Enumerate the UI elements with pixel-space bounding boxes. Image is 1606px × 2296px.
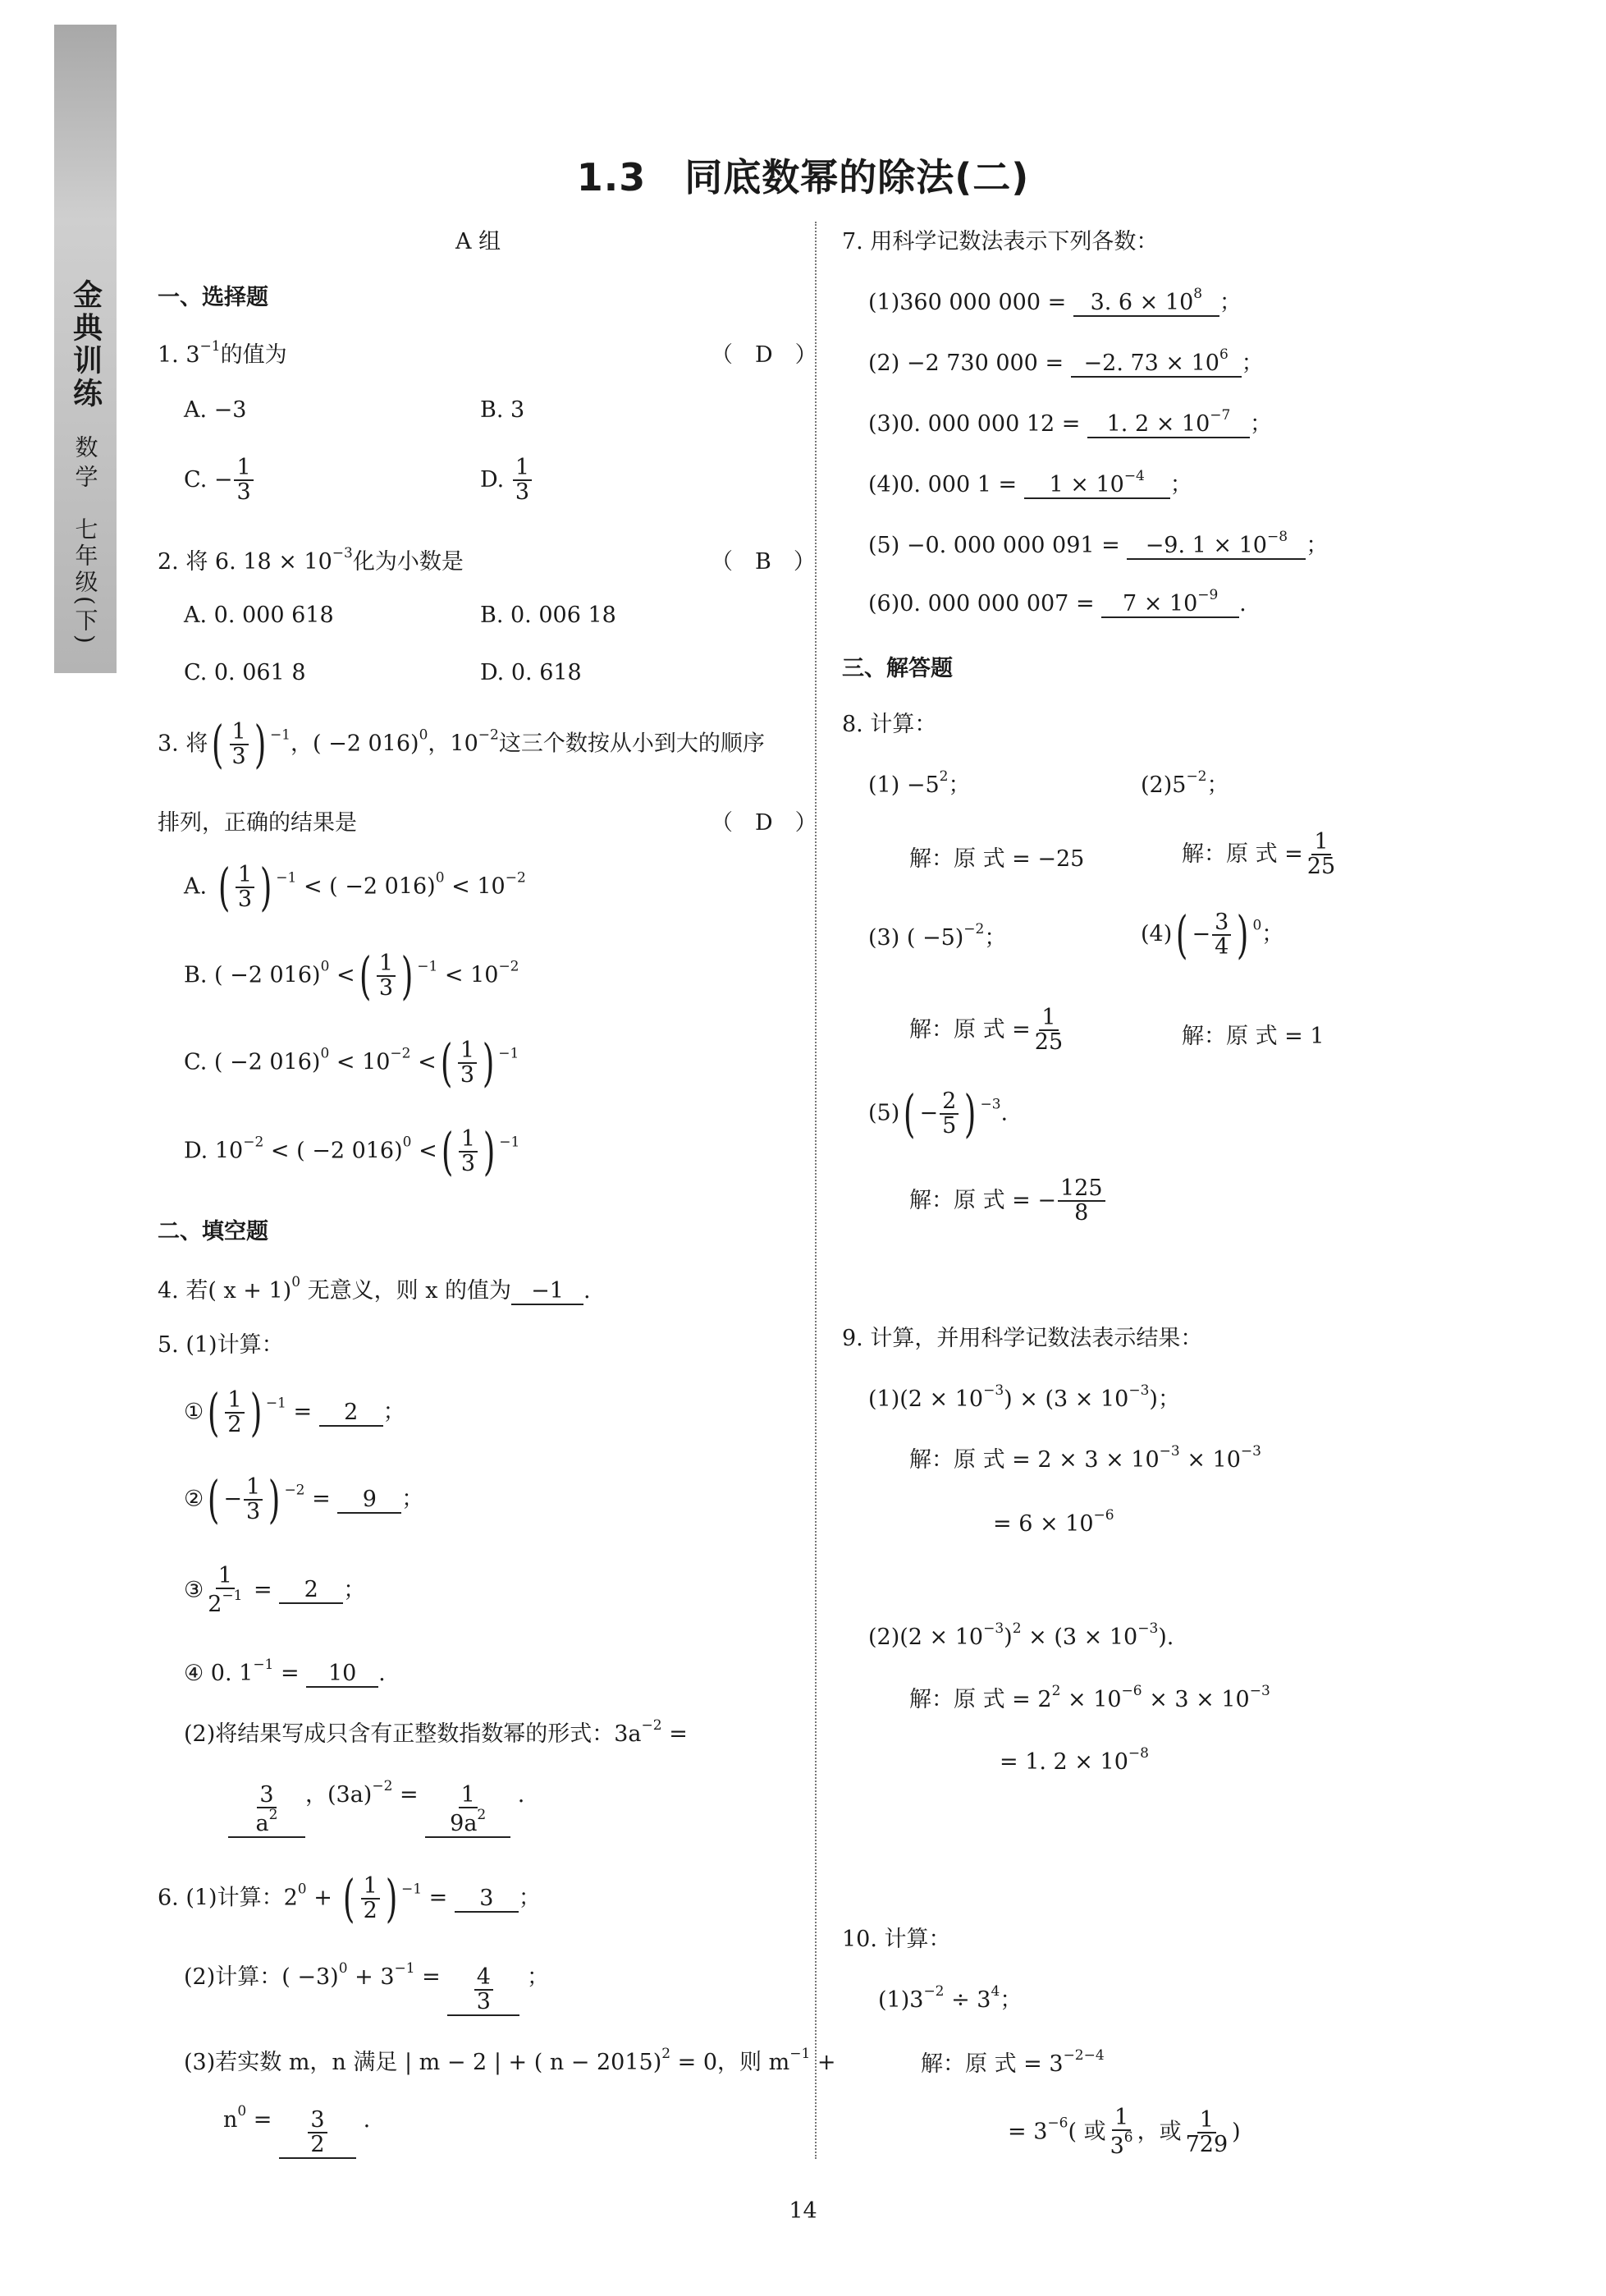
q5-part2: (2)将结果写成只含有正整数指数幂的形式：$3a^{-2}$ = — [184, 1717, 688, 1747]
q8-p4: (4)( − $\frac{3}{4}$ ) $^0$； — [1141, 905, 1284, 965]
q1-stem: 1. $3^{-1}$的值为 — [158, 338, 287, 368]
q8-stem: 8. 计算： — [842, 712, 937, 737]
q1-answer: （ D ） — [711, 342, 817, 368]
page-title: 1.3 同底数幂的除法(二) — [576, 155, 1030, 199]
q2-stem: 2. 将 6. $18 \times 10^{-3}$化为小数是 — [158, 545, 464, 575]
q6-part2: (2)计算：( $-3)^0 + 3^{-1}$ = $\frac{4}{3}$ ； — [184, 1960, 549, 2015]
q10-step1: 解：原 式 = $3^{-2-4}$ — [921, 2047, 1105, 2077]
q8-p2-solution: 解：原 式 = $\frac{1}{25}$ — [1182, 829, 1336, 880]
group-label: A 组 — [455, 229, 501, 254]
q6-part1: 6. (1)计算：$2^0$ + ( $\frac{1}{2}$ ) $^{-1}$ = 3 ； — [158, 1868, 541, 1928]
q3-option-d: D. $10^{-2}$ < ( −2 016)$^0$ <( $\frac{1}{3}$ ) $^{-1}$ — [184, 1121, 520, 1181]
q5-stem: 5. (1)计算： — [158, 1332, 284, 1358]
sidebar-tab — [54, 25, 117, 673]
subject-text: 数学 — [71, 435, 99, 494]
section-fill: 二、填空题 — [158, 1219, 268, 1244]
q2-option-d: D. 0. 618 — [480, 660, 582, 685]
q5-c2: ②( − $\frac{1}{3}$ ) $^{-2}$ = 9 ； — [184, 1469, 424, 1529]
q3-answer: （ D ） — [711, 810, 817, 836]
q9-p2-step2: = 1. $2 \times 10^{-8}$ — [1000, 1745, 1149, 1775]
q5-c1: ①( $\frac{1}{2}$ ) $^{-1}$ = 2 ； — [184, 1382, 405, 1442]
q2-option-c: C. 0. 061 8 — [184, 660, 306, 685]
sidebar-brand — [54, 279, 117, 419]
q7-item-6: (6)0. 000 000 $007 = 7 \times 10^{-9}$ . — [868, 588, 1247, 618]
q2-option-a: A. 0. 000 618 — [184, 603, 334, 628]
q10-step2: = $3^{-6}$( 或 $\frac{1}{3^6}$ ，或 $\frac{1}{729}$ ) — [1008, 2105, 1241, 2160]
q7-stem: 7. 用科学记数法表示下列各数： — [842, 229, 1159, 254]
q10-stem: 10. 计算： — [842, 1927, 951, 1952]
q10-p1: $(1)3^{-2} \div 3^4$； — [878, 1983, 1023, 2013]
q7-item-5: (5) −0. 000 000 091 = −9. $1 \times 10^{-8}$ ； — [868, 527, 1328, 560]
column-divider — [815, 222, 817, 2159]
q2-option-b: B. 0. 006 18 — [480, 603, 616, 628]
section-solve: 三、解答题 — [842, 656, 953, 681]
q8-p2: $(2)5^{-2}$； — [1141, 768, 1229, 798]
q3-option-a: A. ( $\frac{1}{3}$ ) $^{-1}$ < ( −2 $016)^0 < 10^{-2}$ — [184, 857, 526, 917]
sidebar-subject — [54, 435, 117, 501]
q9-stem: 9. 计算，并用科学记数法表示结果： — [842, 1326, 1203, 1351]
q5-c3: ③ $\frac{1}{2^{-1}}$ = 2 ； — [184, 1563, 366, 1618]
q9-p2-step1: 解：原 式 = $2^2 \times 10^{-6} \times 3 \times 10^{-3}$ — [909, 1683, 1270, 1712]
grade-text: 七年级(下) — [71, 517, 99, 647]
q3-option-c: C. ( −2 $016)^0 < 10^{-2}$ <( $\frac{1}{3}$ ) $^{-1}$ — [184, 1033, 519, 1093]
q1-option-d: D. $\frac{1}{3}$ — [480, 456, 533, 505]
q7-item-4: (4)0. 000 $1 = 1 \times 10^{-4}$ ； — [868, 466, 1192, 499]
q5-part2-answers: $\frac{3}{a^2}$ ，$(3a)^{-2}$ = $\frac{1}{9a^2}$ . — [228, 1776, 524, 1838]
q8-p5-solution: 解：原 式 = − $\frac{125}{8}$ — [909, 1177, 1107, 1226]
q8-p5: (5)( − $\frac{2}{5}$ ) $^{-3}$. — [868, 1084, 1009, 1143]
q1-option-c: C. − $\frac{1}{3}$ — [184, 456, 255, 505]
q4: 4. 若( x + 1)$^0$ 无意义，则 x 的值为 −1 . — [158, 1272, 591, 1305]
q8-p3-solution: 解：原 式 = $\frac{1}{25}$ — [909, 1005, 1064, 1056]
q7-item-3: (3)0. 000 000 12 = 1. $2 \times 10^{-7}$ ； — [868, 406, 1272, 438]
page-number: 14 — [789, 2198, 817, 2224]
q8-p1-solution: 解：原 式 = −25 — [909, 846, 1085, 872]
q7-item-1: (1)360 000 000 = 3. $6 \times 10^8$ ； — [868, 284, 1242, 317]
q8-p1: $(1) -5^2$； — [868, 768, 971, 798]
q1-option-b: B. 3 — [480, 397, 525, 423]
q6-part3: (3)若实数 m，n 满足 | m − 2 | + ( n − 2015)$^2$ = 0，则 $m^{-1}$ + — [184, 2046, 836, 2075]
q3-stem-line2: 排列，正确的结果是 — [158, 810, 357, 836]
q5-c4: ④ 0. $1^{-1} = 10$ . — [184, 1657, 386, 1688]
q9-p1: $(1)(2 \times 10^{-3}) \times (3 \times 10^{-3})$； — [868, 1382, 1180, 1412]
q6-part3-answer: $n^0$ = $\frac{3}{2}$ . — [223, 2103, 371, 2158]
q1-option-a: A. −3 — [184, 397, 247, 423]
sidebar-grade — [54, 517, 117, 653]
q8-p4-solution: 解：原 式 = 1 — [1182, 1024, 1325, 1049]
q9-p2: $(2)(2 \times 10^{-3})^2 \times (3 \times 10^{-3})$. — [868, 1620, 1174, 1650]
q2-answer: （ B ） — [711, 549, 816, 575]
q9-p1-step2: = $6 \times 10^{-6}$ — [993, 1507, 1114, 1537]
q3-option-b: B. ( −2 016)$^0$ <( $\frac{1}{3}$ ) $^{-1} < 10^{-2}$ — [184, 946, 519, 1006]
brand-text: 金典训练 — [68, 279, 103, 410]
q9-p1-step1: 解：原 式 = $2 \times 3 \times 10^{-3} \times 10^{-3}$ — [909, 1443, 1261, 1473]
q8-p3: (3) ( −5)$^{-2}$； — [868, 921, 1007, 951]
section-choice: 一、选择题 — [158, 285, 268, 310]
q4-answer: −1 — [511, 1278, 583, 1305]
q3-stem: 3. 将( $\frac{1}{3}$ ) $^{-1}$，( −2 016)$^0$，$10^{-2}$这三个数按从小到大的顺序 — [158, 714, 765, 774]
q7-item-2: (2) −2 730 000 = −2. $73 \times 10^6$ ； — [868, 345, 1264, 378]
